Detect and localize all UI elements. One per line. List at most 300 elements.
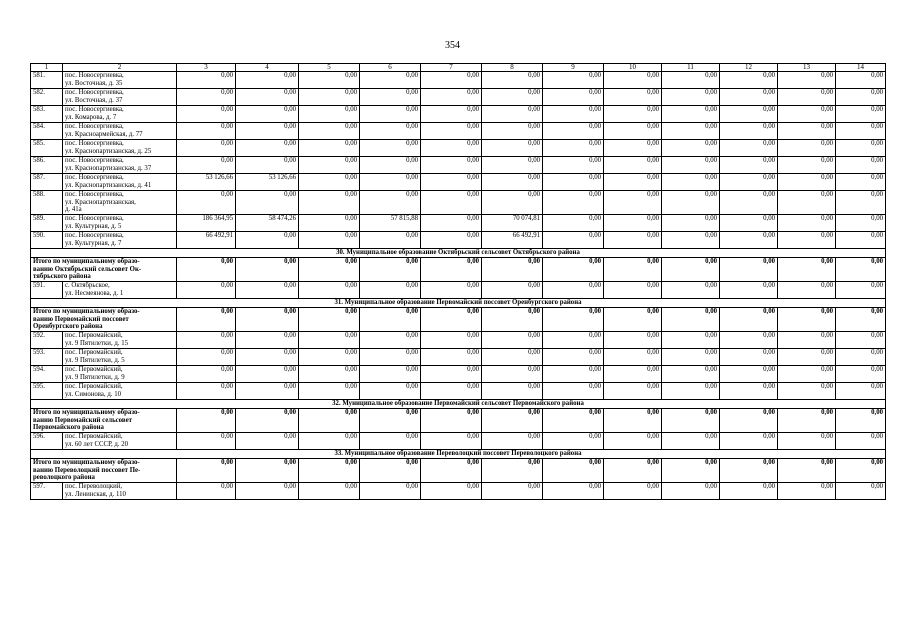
- row-index: 585.: [31, 140, 63, 157]
- row-index: 594.: [31, 366, 63, 383]
- value-cell: 0,00: [604, 366, 662, 383]
- value-cell: 0,00: [604, 106, 662, 123]
- value-cell: 0,00: [543, 383, 604, 400]
- text-line: Оренбургского района: [33, 323, 103, 331]
- value-cell: 58 474,26: [236, 215, 299, 232]
- value-cell: 0,00: [662, 191, 720, 215]
- value-cell: 0,00: [299, 232, 360, 249]
- address-cell: [63, 282, 177, 299]
- value-cell: 0,00: [360, 483, 421, 500]
- value-cell: 0,00: [836, 349, 886, 366]
- address-cell: [63, 191, 177, 215]
- value-cell: 0,00: [662, 459, 720, 483]
- table-row: [31, 282, 886, 299]
- value-cell: 0,00: [604, 282, 662, 299]
- value-cell: 0,00: [421, 459, 482, 483]
- value-cell: 0,00: [604, 258, 662, 282]
- value-cell: 0,00: [421, 232, 482, 249]
- value-cell: 0,00: [662, 409, 720, 433]
- section-header-row: [31, 249, 886, 258]
- value-cell: 0,00: [778, 332, 836, 349]
- value-cell: 0,00: [662, 106, 720, 123]
- total-label: [31, 258, 177, 282]
- value-cell: 0,00: [236, 308, 299, 332]
- value-cell: 0,00: [778, 232, 836, 249]
- value-cell: 0,00: [836, 433, 886, 450]
- text-line: пос. Первомайский,: [65, 366, 123, 373]
- value-cell: 0,00: [482, 383, 543, 400]
- value-cell: 0,00: [836, 215, 886, 232]
- table-row: [31, 483, 886, 500]
- value-cell: 0,00: [604, 72, 662, 89]
- value-cell: 0,00: [421, 258, 482, 282]
- value-cell: 57 815,88: [360, 215, 421, 232]
- text-line: ул. Восточная, д. 37: [65, 96, 123, 104]
- table-row: [31, 215, 886, 232]
- text-line: ул. 9 Пятилетки, д. 15: [65, 339, 129, 347]
- value-cell: 0,00: [360, 332, 421, 349]
- value-cell: 0,00: [236, 140, 299, 157]
- value-cell: 0,00: [543, 157, 604, 174]
- value-cell: 0,00: [236, 282, 299, 299]
- value-cell: 0,00: [236, 89, 299, 106]
- value-cell: 0,00: [236, 332, 299, 349]
- value-cell: 0,00: [236, 106, 299, 123]
- value-cell: 0,00: [543, 483, 604, 500]
- value-cell: 0,00: [836, 157, 886, 174]
- value-cell: 0,00: [720, 433, 778, 450]
- value-cell: 0,00: [299, 349, 360, 366]
- value-cell: 0,00: [778, 483, 836, 500]
- value-cell: 0,00: [778, 433, 836, 450]
- section-header-row: [31, 400, 886, 409]
- value-cell: 0,00: [299, 157, 360, 174]
- value-cell: 0,00: [482, 106, 543, 123]
- text-line: ванию Первомайский поссовет: [33, 315, 129, 323]
- value-cell: 0,00: [360, 459, 421, 483]
- text-line: ул. Восточная, д. 35: [65, 79, 123, 87]
- value-cell: 0,00: [778, 157, 836, 174]
- text-line: пос. Первомайский,: [65, 332, 123, 339]
- text-line: с. Октябрьское,: [65, 282, 110, 289]
- value-cell: 0,00: [360, 123, 421, 140]
- address-cell: [63, 106, 177, 123]
- value-cell: 0,00: [662, 157, 720, 174]
- value-cell: 0,00: [236, 349, 299, 366]
- address-cell: [63, 123, 177, 140]
- value-cell: 0,00: [177, 89, 236, 106]
- value-cell: 0,00: [720, 282, 778, 299]
- value-cell: 0,00: [543, 282, 604, 299]
- value-cell: 0,00: [299, 215, 360, 232]
- value-cell: 0,00: [604, 409, 662, 433]
- value-cell: 0,00: [778, 106, 836, 123]
- column-number-header: 12: [720, 64, 778, 72]
- value-cell: 0,00: [543, 215, 604, 232]
- value-cell: 0,00: [299, 174, 360, 191]
- value-cell: 0,00: [421, 409, 482, 433]
- text-line: ул. Культурная, д. 7: [65, 239, 122, 247]
- value-cell: 70 074,81: [482, 215, 543, 232]
- value-cell: 0,00: [236, 157, 299, 174]
- text-line: Итого по муниципальному образо-: [33, 308, 140, 315]
- text-line: ул. Краснопартизанская,: [65, 198, 136, 206]
- value-cell: 0,00: [177, 433, 236, 450]
- value-cell: 0,00: [604, 191, 662, 215]
- value-cell: 0,00: [720, 191, 778, 215]
- value-cell: 0,00: [836, 383, 886, 400]
- value-cell: 0,00: [662, 123, 720, 140]
- value-cell: 0,00: [604, 433, 662, 450]
- value-cell: 0,00: [421, 366, 482, 383]
- table-row: [31, 89, 886, 106]
- column-number-header: 8: [482, 64, 543, 72]
- address-cell: [63, 433, 177, 450]
- value-cell: 0,00: [720, 383, 778, 400]
- value-cell: 0,00: [778, 89, 836, 106]
- row-index: 588.: [31, 191, 63, 215]
- value-cell: 0,00: [299, 72, 360, 89]
- column-number-header: 7: [421, 64, 482, 72]
- text-line: пос. Новосергиевка,: [65, 140, 124, 147]
- row-index: 596.: [31, 433, 63, 450]
- value-cell: 0,00: [836, 191, 886, 215]
- value-cell: 0,00: [662, 140, 720, 157]
- address-cell: [63, 383, 177, 400]
- value-cell: 0,00: [778, 409, 836, 433]
- text-line: ул. 9 Пятилетки, д. 9: [65, 373, 125, 381]
- table-row: [31, 157, 886, 174]
- value-cell: 0,00: [360, 232, 421, 249]
- value-cell: 0,00: [360, 106, 421, 123]
- value-cell: 0,00: [778, 191, 836, 215]
- table-row: [31, 123, 886, 140]
- value-cell: 0,00: [360, 366, 421, 383]
- value-cell: 0,00: [177, 483, 236, 500]
- value-cell: 0,00: [177, 72, 236, 89]
- value-cell: 0,00: [421, 89, 482, 106]
- value-cell: 0,00: [421, 483, 482, 500]
- row-index: 595.: [31, 383, 63, 400]
- total-row: [31, 459, 886, 483]
- value-cell: 0,00: [299, 282, 360, 299]
- value-cell: 0,00: [236, 191, 299, 215]
- value-cell: 0,00: [482, 89, 543, 106]
- address-cell: [63, 89, 177, 106]
- value-cell: 0,00: [543, 332, 604, 349]
- value-cell: 0,00: [177, 366, 236, 383]
- table-row: [31, 433, 886, 450]
- value-cell: 0,00: [421, 106, 482, 123]
- value-cell: 0,00: [543, 349, 604, 366]
- value-cell: 0,00: [543, 366, 604, 383]
- value-cell: 0,00: [836, 409, 886, 433]
- total-label: [31, 308, 177, 332]
- text-line: ул. 9 Пятилетки, д. 5: [65, 356, 125, 364]
- value-cell: 0,00: [360, 282, 421, 299]
- value-cell: 0,00: [543, 459, 604, 483]
- value-cell: 0,00: [482, 140, 543, 157]
- text-line: ул. Краснопартизанская, д. 37: [65, 164, 152, 172]
- value-cell: 66 492,91: [482, 232, 543, 249]
- value-cell: 0,00: [236, 383, 299, 400]
- text-line: револоцкого района: [33, 474, 95, 482]
- value-cell: 0,00: [662, 174, 720, 191]
- value-cell: 0,00: [482, 282, 543, 299]
- value-cell: 0,00: [482, 258, 543, 282]
- value-cell: 0,00: [778, 72, 836, 89]
- table-row: [31, 366, 886, 383]
- text-line: ул. Несмеянова, д. 1: [65, 289, 124, 297]
- value-cell: 0,00: [236, 459, 299, 483]
- address-cell: [63, 174, 177, 191]
- value-cell: 0,00: [836, 258, 886, 282]
- text-line: ванию Переволоцкий поссовет Пе-: [33, 466, 141, 474]
- value-cell: 0,00: [236, 483, 299, 500]
- text-line: Итого по муниципальному образо-: [33, 459, 140, 466]
- value-cell: 0,00: [720, 349, 778, 366]
- total-row: [31, 308, 886, 332]
- value-cell: 0,00: [778, 459, 836, 483]
- column-number-header: 11: [662, 64, 720, 72]
- address-cell: [63, 72, 177, 89]
- column-number-header: 9: [543, 64, 604, 72]
- row-index: 590.: [31, 232, 63, 249]
- value-cell: 0,00: [604, 174, 662, 191]
- value-cell: 0,00: [604, 89, 662, 106]
- column-number-row: [31, 64, 886, 72]
- total-row: [31, 258, 886, 282]
- address-cell: [63, 215, 177, 232]
- address-cell: [63, 157, 177, 174]
- value-cell: 0,00: [299, 483, 360, 500]
- column-number-header: 3: [177, 64, 236, 72]
- value-cell: 53 126,66: [236, 174, 299, 191]
- row-index: 591.: [31, 282, 63, 299]
- value-cell: 0,00: [836, 72, 886, 89]
- value-cell: 186 364,95: [177, 215, 236, 232]
- address-cell: [63, 366, 177, 383]
- value-cell: 0,00: [421, 157, 482, 174]
- table-row: [31, 383, 886, 400]
- table-row: [31, 72, 886, 89]
- value-cell: 0,00: [421, 174, 482, 191]
- text-line: пос. Новосергиевка,: [65, 72, 124, 79]
- value-cell: 0,00: [421, 140, 482, 157]
- value-cell: 0,00: [421, 349, 482, 366]
- value-cell: 0,00: [299, 332, 360, 349]
- text-line: ванию Октябрьский сельсовет Ок-: [33, 265, 142, 273]
- value-cell: 0,00: [836, 89, 886, 106]
- value-cell: 0,00: [720, 123, 778, 140]
- section-header-row: [31, 299, 886, 308]
- value-cell: 0,00: [360, 191, 421, 215]
- total-label: [31, 409, 177, 433]
- value-cell: 0,00: [543, 106, 604, 123]
- value-cell: 0,00: [604, 349, 662, 366]
- table-row: [31, 174, 886, 191]
- value-cell: 0,00: [604, 483, 662, 500]
- value-cell: 0,00: [482, 332, 543, 349]
- value-cell: 0,00: [360, 308, 421, 332]
- value-cell: 0,00: [543, 433, 604, 450]
- value-cell: 0,00: [720, 106, 778, 123]
- value-cell: 0,00: [421, 383, 482, 400]
- value-cell: 0,00: [360, 157, 421, 174]
- address-cell: [63, 232, 177, 249]
- text-line: пос. Первомайский,: [65, 349, 123, 356]
- value-cell: 0,00: [604, 123, 662, 140]
- section-title: 31. Муниципальное образование Первомайский поссовет Оренбургского района: [31, 299, 886, 308]
- value-cell: 0,00: [604, 383, 662, 400]
- value-cell: 0,00: [177, 332, 236, 349]
- value-cell: 0,00: [836, 308, 886, 332]
- value-cell: 0,00: [720, 215, 778, 232]
- value-cell: 0,00: [662, 383, 720, 400]
- row-index: 582.: [31, 89, 63, 106]
- text-line: пос. Новосергиевка,: [65, 106, 124, 113]
- total-label: [31, 459, 177, 483]
- value-cell: 0,00: [662, 232, 720, 249]
- value-cell: 0,00: [177, 459, 236, 483]
- value-cell: 0,00: [299, 258, 360, 282]
- value-cell: 0,00: [543, 174, 604, 191]
- column-number-header: 1: [31, 64, 63, 72]
- value-cell: 0,00: [421, 433, 482, 450]
- value-cell: 0,00: [662, 89, 720, 106]
- table-row: [31, 106, 886, 123]
- text-line: Итого по муниципальному образо-: [33, 409, 140, 416]
- value-cell: 0,00: [604, 232, 662, 249]
- value-cell: 0,00: [299, 433, 360, 450]
- column-number-header: 6: [360, 64, 421, 72]
- value-cell: 0,00: [662, 308, 720, 332]
- value-cell: 0,00: [299, 308, 360, 332]
- value-cell: 0,00: [543, 123, 604, 140]
- value-cell: 0,00: [177, 191, 236, 215]
- row-index: 593.: [31, 349, 63, 366]
- value-cell: 0,00: [543, 140, 604, 157]
- value-cell: 0,00: [836, 459, 886, 483]
- text-line: ул. Красноармейская, д. 77: [65, 130, 143, 138]
- value-cell: 0,00: [360, 258, 421, 282]
- text-line: пос. Первомайский,: [65, 383, 123, 390]
- value-cell: 0,00: [421, 191, 482, 215]
- table-row: [31, 349, 886, 366]
- value-cell: 0,00: [177, 258, 236, 282]
- value-cell: 0,00: [360, 140, 421, 157]
- value-cell: 0,00: [836, 366, 886, 383]
- value-cell: 0,00: [543, 409, 604, 433]
- column-number-header: 10: [604, 64, 662, 72]
- value-cell: 0,00: [543, 308, 604, 332]
- value-cell: 0,00: [662, 215, 720, 232]
- text-line: пос. Новосергиевка,: [65, 174, 124, 181]
- address-cell: [63, 349, 177, 366]
- value-cell: 0,00: [177, 106, 236, 123]
- value-cell: 0,00: [482, 157, 543, 174]
- section-title: 33. Муниципальное образование Переволоцкий поссовет Переволоцкого района: [31, 450, 886, 459]
- value-cell: 0,00: [360, 349, 421, 366]
- value-cell: 0,00: [836, 106, 886, 123]
- value-cell: 0,00: [836, 332, 886, 349]
- value-cell: 0,00: [360, 174, 421, 191]
- value-cell: 0,00: [421, 282, 482, 299]
- value-cell: 0,00: [299, 140, 360, 157]
- value-cell: 0,00: [836, 123, 886, 140]
- row-index: 587.: [31, 174, 63, 191]
- value-cell: 0,00: [836, 282, 886, 299]
- value-cell: 0,00: [662, 433, 720, 450]
- text-line: ул. Симонова, д. 10: [65, 390, 121, 398]
- value-cell: 0,00: [482, 366, 543, 383]
- value-cell: 0,00: [421, 215, 482, 232]
- page-number: 354: [445, 40, 460, 51]
- value-cell: 0,00: [720, 157, 778, 174]
- text-line: пос. Новосергиевка,: [65, 89, 124, 96]
- text-line: пос. Новосергиевка,: [65, 123, 124, 130]
- value-cell: 0,00: [482, 349, 543, 366]
- value-cell: 0,00: [720, 459, 778, 483]
- value-cell: 0,00: [604, 332, 662, 349]
- text-line: д. 41а: [65, 206, 82, 214]
- row-index: 586.: [31, 157, 63, 174]
- table-row: [31, 332, 886, 349]
- value-cell: 0,00: [778, 215, 836, 232]
- value-cell: 0,00: [836, 232, 886, 249]
- value-cell: 0,00: [778, 123, 836, 140]
- value-cell: 0,00: [604, 140, 662, 157]
- text-line: пос. Новосергиевка,: [65, 232, 124, 239]
- value-cell: 0,00: [720, 232, 778, 249]
- value-cell: 0,00: [662, 258, 720, 282]
- value-cell: 0,00: [482, 174, 543, 191]
- value-cell: 0,00: [836, 140, 886, 157]
- text-line: ул. Краснопартизанская, д. 25: [65, 147, 152, 155]
- value-cell: 66 492,91: [177, 232, 236, 249]
- value-cell: 0,00: [177, 349, 236, 366]
- value-cell: 0,00: [177, 308, 236, 332]
- value-cell: 0,00: [482, 72, 543, 89]
- column-number-header: 4: [236, 64, 299, 72]
- value-cell: 0,00: [720, 174, 778, 191]
- value-cell: 0,00: [482, 191, 543, 215]
- column-number-header: 13: [778, 64, 836, 72]
- value-cell: 0,00: [720, 72, 778, 89]
- value-cell: 0,00: [720, 89, 778, 106]
- value-cell: 0,00: [720, 409, 778, 433]
- value-cell: 0,00: [720, 332, 778, 349]
- value-cell: 0,00: [236, 409, 299, 433]
- value-cell: 0,00: [778, 366, 836, 383]
- value-cell: 0,00: [543, 89, 604, 106]
- total-row: [31, 409, 886, 433]
- value-cell: 0,00: [421, 72, 482, 89]
- value-cell: 0,00: [604, 215, 662, 232]
- value-cell: 0,00: [778, 349, 836, 366]
- value-cell: 0,00: [543, 72, 604, 89]
- value-cell: 0,00: [421, 332, 482, 349]
- value-cell: 0,00: [360, 89, 421, 106]
- value-cell: 0,00: [482, 308, 543, 332]
- value-cell: 0,00: [662, 332, 720, 349]
- text-line: пос. Новосергиевка,: [65, 191, 124, 198]
- value-cell: 0,00: [720, 308, 778, 332]
- text-line: ул. Ленинская, д. 110: [65, 490, 126, 498]
- text-line: пос. Новосергиевка,: [65, 157, 124, 164]
- address-cell: [63, 483, 177, 500]
- value-cell: 0,00: [720, 140, 778, 157]
